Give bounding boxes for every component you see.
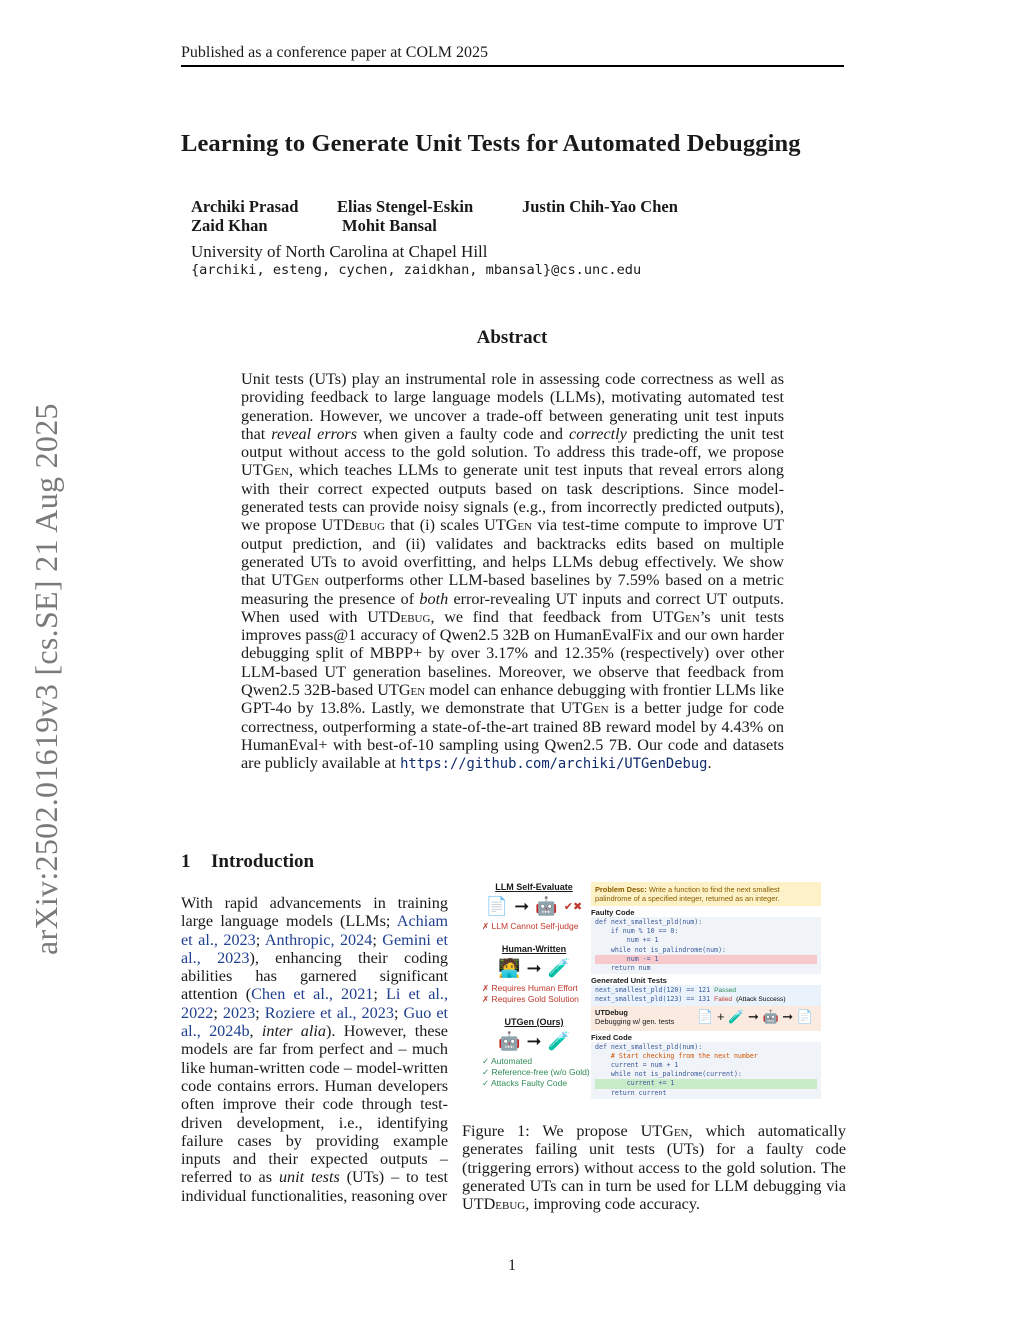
human-written-icons	[478, 958, 590, 979]
running-head: Published as a conference paper at COLM 2025	[181, 44, 489, 61]
code-line: num += 1	[595, 936, 659, 945]
abstract-heading: Abstract	[476, 327, 548, 348]
code-line: return num	[595, 964, 651, 973]
code-line: while not is_palindrome(num):	[595, 945, 727, 954]
code-line: while not is_palindrome(current):	[595, 1070, 742, 1079]
faulty-code-label: Faulty Code	[591, 908, 635, 917]
author-name: Justin Chih-Yao Chen	[522, 197, 678, 216]
page-number: 1	[508, 1257, 516, 1274]
code-comment: # Start checking from the next number	[595, 1051, 758, 1060]
code-line: return current	[595, 1088, 667, 1097]
attacks-faulty-note: ✓ Attacks Faulty Code	[482, 1078, 568, 1088]
self-evaluate-icons	[478, 896, 590, 917]
human-written-heading: Human-Written	[501, 944, 567, 954]
header-rule	[181, 65, 844, 67]
check-cross-icon: ✔✖	[563, 901, 583, 913]
automated-note: ✓ Automated	[482, 1056, 533, 1066]
citation-link[interactable]: Li et al., 2022	[181, 985, 449, 1022]
utgen-icons	[478, 1031, 590, 1052]
document-icon: 📄	[485, 896, 509, 916]
person-icon: 🧑‍💻	[498, 958, 521, 978]
fixed-code-label: Fixed Code	[591, 1032, 632, 1042]
reference-free-note: ✓ Reference-free (w/o Gold)	[482, 1067, 590, 1077]
citation-link[interactable]: Gemini et al., 2023	[181, 930, 448, 967]
code-line-error: num -= 1	[595, 955, 817, 964]
code-line: def next_smallest_pld(num):	[595, 918, 703, 926]
citation-link[interactable]: Chen et al., 2021	[251, 985, 374, 1004]
abstract-body: Unit tests (UTs) play an instrumental role in assessing code correctness as well as providing feedback to large language models (LLMs), motivating automated test generation. However, we uncover a trade-off between generating unit test inputs that reveal errors when given a faulty code and correctly predicting the unit test output without access to the gold solution. To address this trade-off, we propose UTGen, which teaches LLMs to generate unit test inputs that reveal errors along with their correct expected outputs based on task descriptions. Since model-generated tests can provide noisy signals (e.g., from incorrectly predicted outputs), we propose UTDebug that (i) scales UTGen via test-time compute to improve UT output prediction, and (ii) validates and backtracks edits based on multiple generated UTs to avoid overfitting, and helps LLMs debug effectively. We show that UTGen outperforms other LLM-based baselines by 7.59% based on a metric measuring the presence of both error-revealing UT inputs and correct UT outputs. When used with UTDebug, we find that feedback from UTGen’s unit tests improves pass@1 accuracy of Qwen2.5 32B on HumanEvalFix and our own harder debugging split of MBPP+ by over 3.17% and 12.35% (respectively) over other LLM-based UT generation baselines. Moreover, we observe that feedback from Qwen2.5 32B-based UTGen model can enhance debugging with frontier LLMs like GPT-4o by 13.8%. Lastly, we demonstrate that UTGen is a better judge for code correctness, outperforming a state-of-the-art trained 8B reward model by 4.43% on HumanEval+ with best-of-10 sampling using Qwen2.5 7B. Our code and datasets are publicly available at https://github.com/archiki/UTGenDebug.	[241, 370, 785, 773]
author-emails: {archiki, esteng, cychen, zaidkhan, mbansal}@cs.unc.edu	[191, 262, 642, 278]
figure-1	[478, 878, 828, 1122]
unit-test-failed: next_smallest_pld(123) == 131 Failed (Attack Success)	[595, 995, 786, 1004]
utgen-heading: UTGen (Ours)	[504, 1017, 564, 1027]
faulty-code-block	[591, 917, 821, 974]
code-line: def next_smallest_pld(num):	[595, 1042, 703, 1051]
arrow-icon: ➞	[514, 896, 530, 916]
code-line: if num % 10 == 0:	[595, 927, 679, 936]
human-effort-note: ✗ Requires Human Effort	[482, 983, 578, 993]
citation-link[interactable]: Achiam et al., 2023	[181, 912, 448, 949]
self-evaluate-heading: LLM Self-Evaluate	[495, 882, 573, 892]
author-name: Elias Stengel-Eskin	[337, 197, 474, 216]
generated-tests-block	[591, 985, 821, 1005]
utdebug-box	[591, 1006, 821, 1031]
test-tube-icon: 🧪	[547, 958, 570, 978]
author-name: Zaid Khan	[191, 216, 268, 235]
citation-link[interactable]: Guo et al., 2024b	[181, 1003, 448, 1041]
utdebug-title: UTDebug	[595, 1007, 628, 1017]
problem-description: Problem Desc: Write a function to find the next smallest palindrome of a specified integer, returned as an integer.	[591, 882, 821, 906]
gold-solution-note: ✗ Requires Gold Solution	[482, 994, 579, 1004]
arrow-icon: ➞	[526, 958, 542, 978]
code-line: current = num + 1	[595, 1061, 679, 1070]
robot-icon: 🤖	[535, 896, 558, 916]
affiliation: University of North Carolina at Chapel Hill	[191, 242, 488, 261]
figure-left-panel	[478, 878, 590, 1122]
self-judge-note: ✗ LLM Cannot Self-judge	[482, 921, 579, 931]
citation-link[interactable]: Anthropic, 2024	[264, 930, 373, 949]
fixed-code-block	[591, 1042, 821, 1099]
generated-tests-label: Generated Unit Tests	[591, 976, 667, 986]
figure-caption: Figure 1: We propose UTGen, which automatically generates failing unit tests (UTs) for a faulty code (triggering errors) without access to the gold solution. The generated UTs can in turn be used for LLM debugging via UTDebug, improving code accuracy.	[462, 1122, 846, 1214]
author-name: Archiki Prasad	[191, 197, 299, 216]
citation-link[interactable]: Roziere et al., 2023	[264, 1003, 394, 1022]
debug-flow-icons: 📄 + 🧪 ➞ 🤖 ➞ 📄	[697, 1008, 813, 1024]
code-repo-link[interactable]: https://github.com/archiki/UTGenDebug	[400, 756, 708, 773]
code-line-fixed: current += 1	[595, 1079, 817, 1088]
utdebug-subtitle: Debugging w/ gen. tests	[595, 1016, 675, 1026]
robot-icon: 🤖	[498, 1031, 521, 1051]
arxiv-stamp: arXiv:2502.01619v3 [cs.SE] 21 Aug 2025	[28, 403, 64, 955]
figure-right-panel	[591, 882, 821, 1120]
unit-test-passed: next_smallest_pld(120) == 121 Passed	[595, 986, 737, 995]
arrow-icon: ➞	[526, 1031, 542, 1051]
section-heading: 1 Introduction	[181, 851, 315, 872]
introduction-text: With rapid advancements in training large language models (LLMs; Achiam et al., 2023; Anthropic, 2024; Gemini et al., 2023), enhancing their coding abilities has garnered significant attention (Chen et al., 2021; Li et al., 2022; 2023; Roziere et al., 2023; Guo et al., 2024b, inter alia). However, these models are far from perfect and – much like human-written code – model-written code contains errors. Human developers often improve their code through test-driven development, i.e., identifying failure cases by providing example inputs and their expected outputs – referred to as unit tests (UTs) – to test individual functionalities, reasoning over	[181, 894, 449, 1205]
citation-link[interactable]: 2023	[222, 1003, 256, 1022]
paper-title: Learning to Generate Unit Tests for Automated Debugging	[181, 130, 801, 157]
author-name: Mohit Bansal	[342, 216, 437, 235]
test-tube-icon: 🧪	[547, 1031, 570, 1051]
